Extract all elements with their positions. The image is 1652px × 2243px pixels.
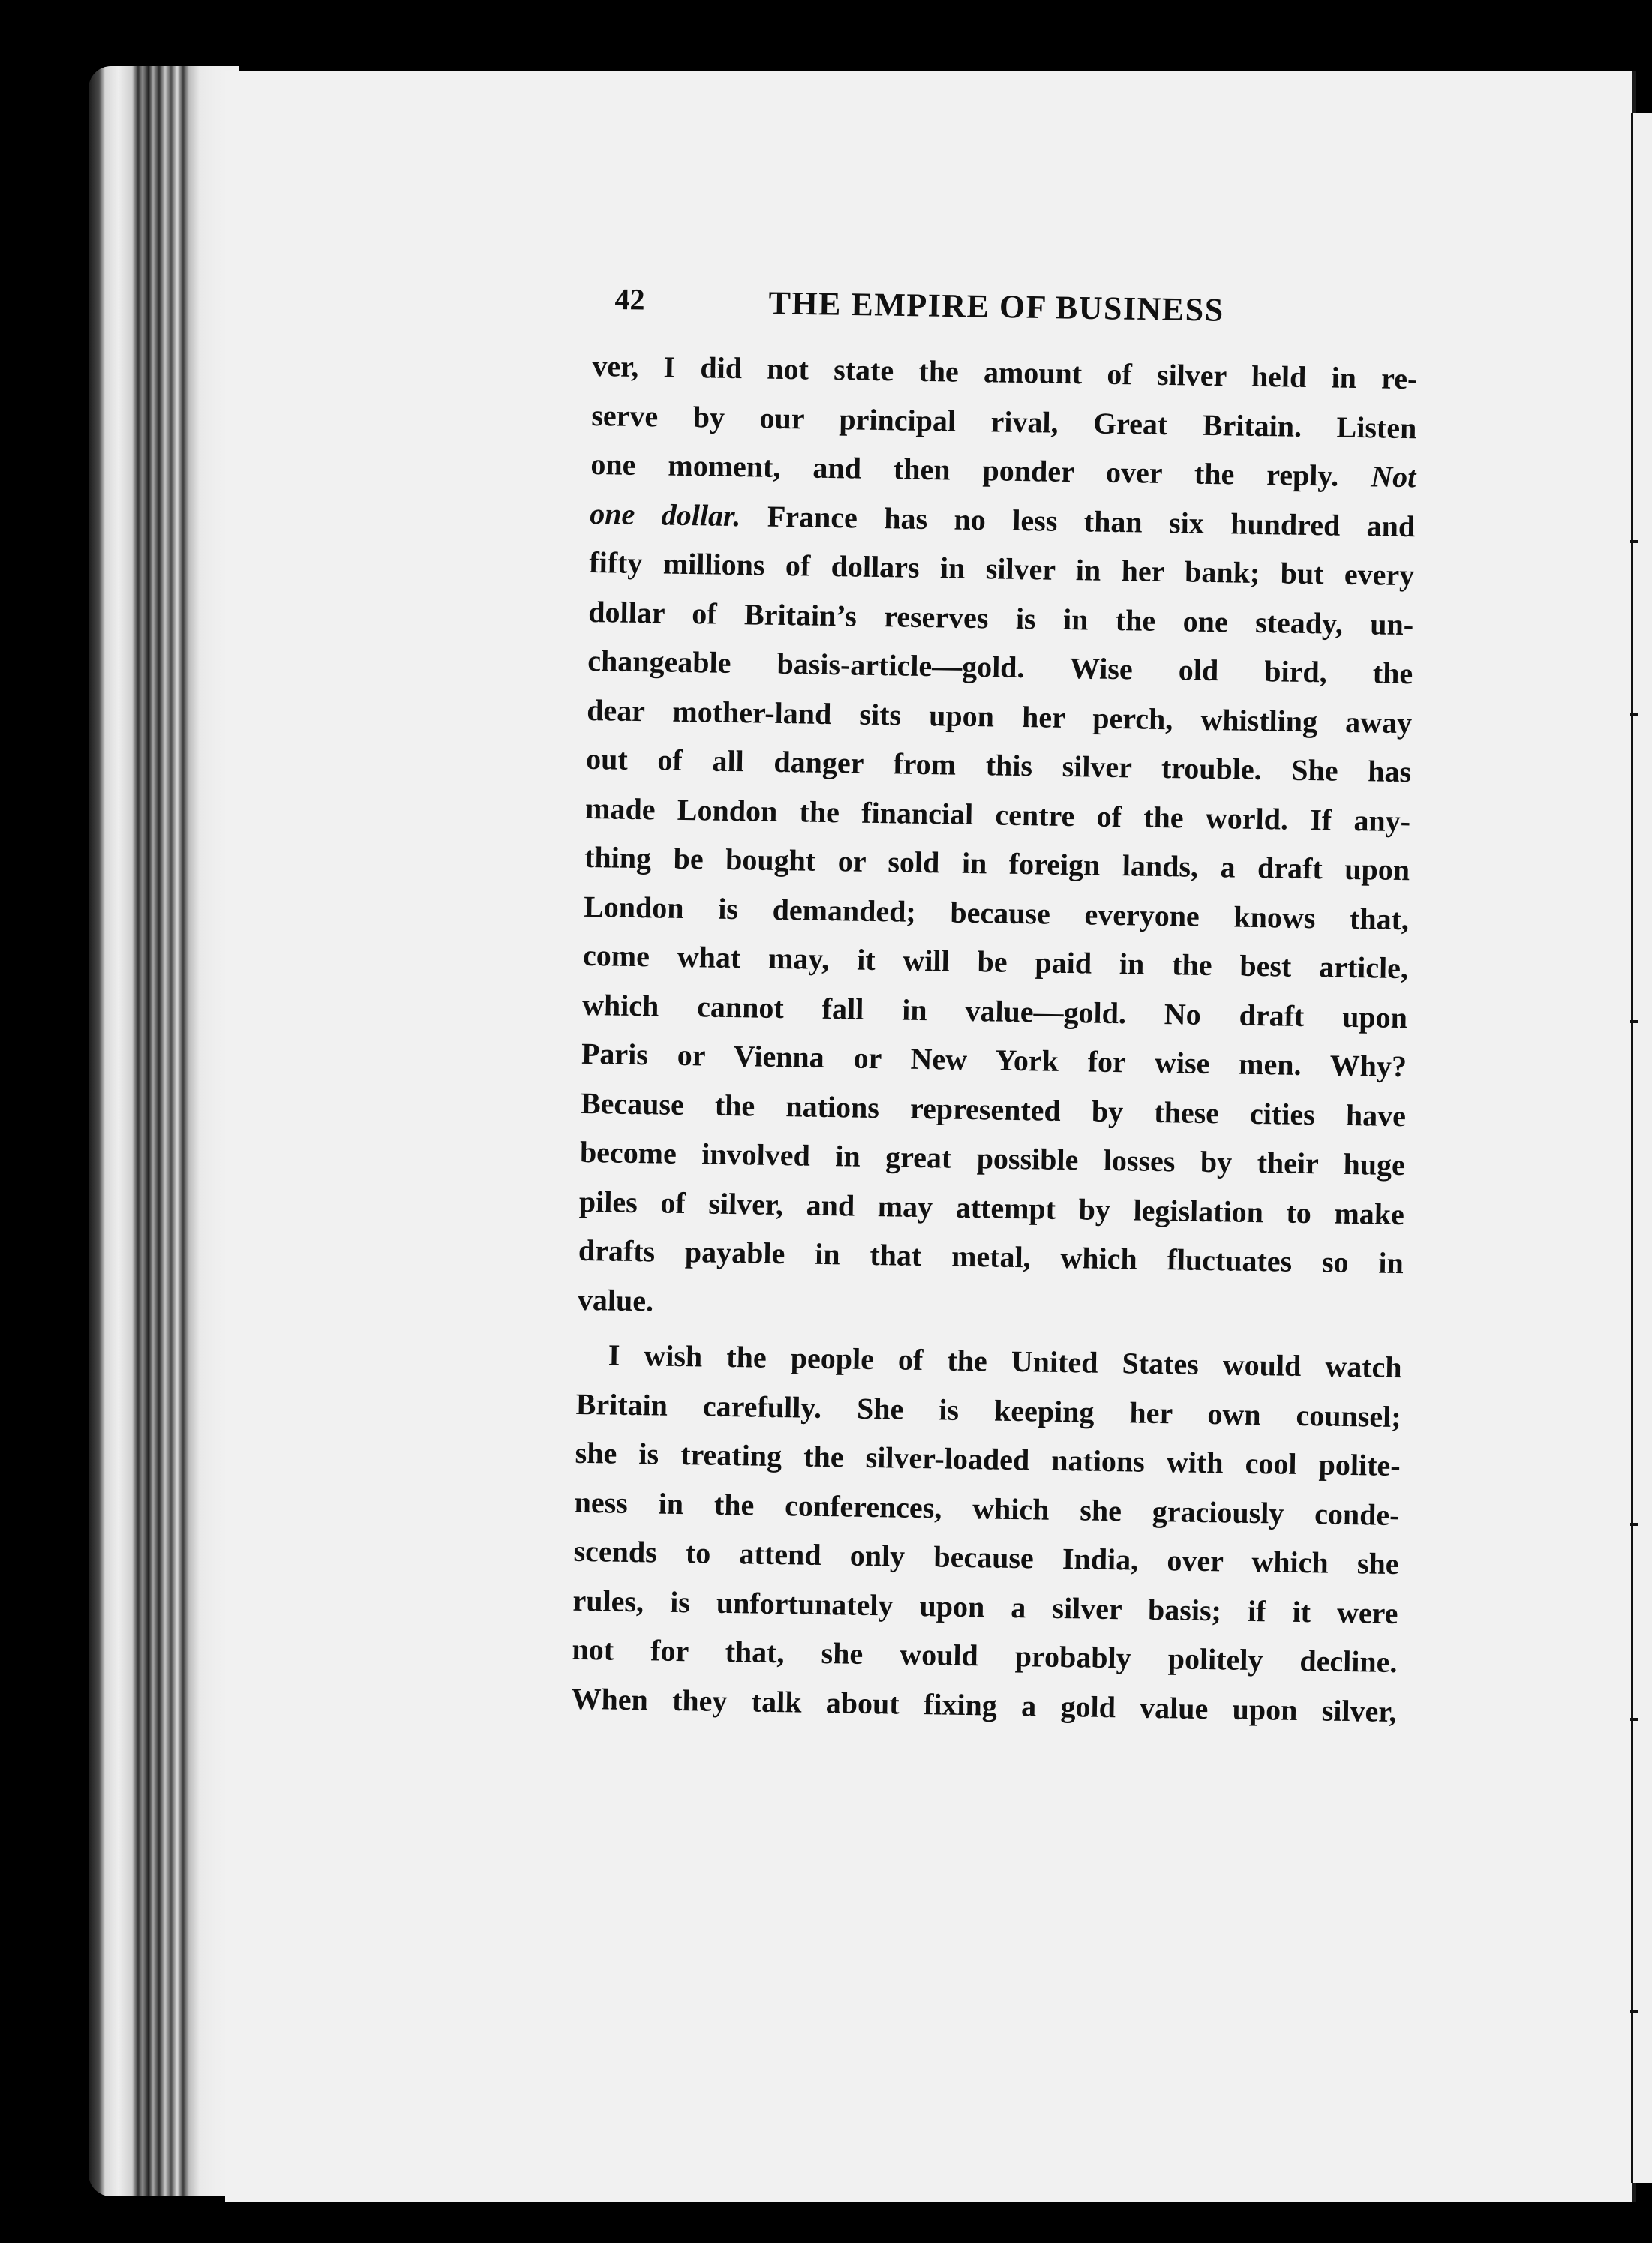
text-line: become involved in great possible losses by their huge <box>579 1134 1406 1182</box>
italic-text: Not <box>1370 459 1416 494</box>
text-line: value. <box>577 1282 654 1317</box>
edge-mark <box>1630 1020 1638 1023</box>
next-page-edge <box>1631 113 1652 2183</box>
text-line: made London the financial centre of the world. If any- <box>584 791 1411 838</box>
text-line: When they talk about fixing a gold value upon silver, <box>571 1681 1397 1728</box>
text-line: fifty millions of dollars in silver in her bank; but every <box>589 545 1415 593</box>
text-line: out of all danger from this silver trouble. She has <box>585 741 1412 789</box>
running-head <box>614 281 1290 344</box>
text-line: London is demanded; because everyone knows that, <box>583 889 1410 936</box>
text-line: rules, is unfortunately upon a silver basis; if it were <box>572 1583 1398 1630</box>
paragraph <box>571 1330 1402 1736</box>
text-line: not for that, she would probably politely decline. <box>572 1632 1398 1680</box>
text-line: dollar of Britain’s reserves is in the one steady, un- <box>587 594 1414 641</box>
text-line: thing be bought or sold in foreign lands, a draft upon <box>584 839 1410 887</box>
text-line: changeable basis-article—gold. Wise old bird, the <box>587 643 1413 691</box>
text-line: I wish the people of the United States would watch <box>608 1338 1403 1385</box>
edge-mark <box>1630 540 1638 543</box>
text-line: ver, I did not state the amount of silver held in re- <box>592 348 1418 396</box>
text-line: Britain carefully. She is keeping her own counsel; <box>575 1386 1401 1434</box>
text-line: Because the nations represented by these cities have <box>580 1085 1407 1133</box>
text-line: dear mother-land sits upon her perch, whistling away <box>586 692 1413 740</box>
text-line: which cannot fall in value—gold. No draft upon <box>581 987 1408 1034</box>
edge-mark <box>1630 713 1638 716</box>
text-line: scends to attend only because India, over which she <box>573 1533 1399 1581</box>
body-text <box>571 341 1418 1736</box>
page-number: 42 <box>614 281 645 317</box>
paragraph <box>577 341 1417 1337</box>
edge-mark <box>1630 1718 1638 1721</box>
edge-mark <box>1630 1523 1638 1526</box>
book-title: THE EMPIRE OF BUSINESS <box>768 284 1225 329</box>
edge-mark <box>1630 2010 1638 2013</box>
italic-text: one dollar. <box>590 496 741 533</box>
text-line: one moment, and then ponder over the reply. Not <box>590 446 1416 494</box>
text-line: one dollar. France has no less than six hundred and <box>590 496 1416 543</box>
text-line: she is treating the silver-loaded nations with cool polite- <box>575 1435 1401 1483</box>
text-line: ness in the conferences, which she graciously conde- <box>574 1485 1400 1532</box>
text-line: Paris or Vienna or New York for wise men. Why? <box>581 1036 1407 1084</box>
text-line: come what may, it will be paid in the best article, <box>582 938 1409 986</box>
page-edge-stack <box>89 66 239 2196</box>
text-line: serve by our principal rival, Great Britain. Listen <box>591 398 1417 445</box>
text-line: piles of silver, and may attempt by legislation to make <box>578 1184 1405 1231</box>
text-line: drafts payable in that metal, which fluctuates so in <box>578 1233 1404 1281</box>
